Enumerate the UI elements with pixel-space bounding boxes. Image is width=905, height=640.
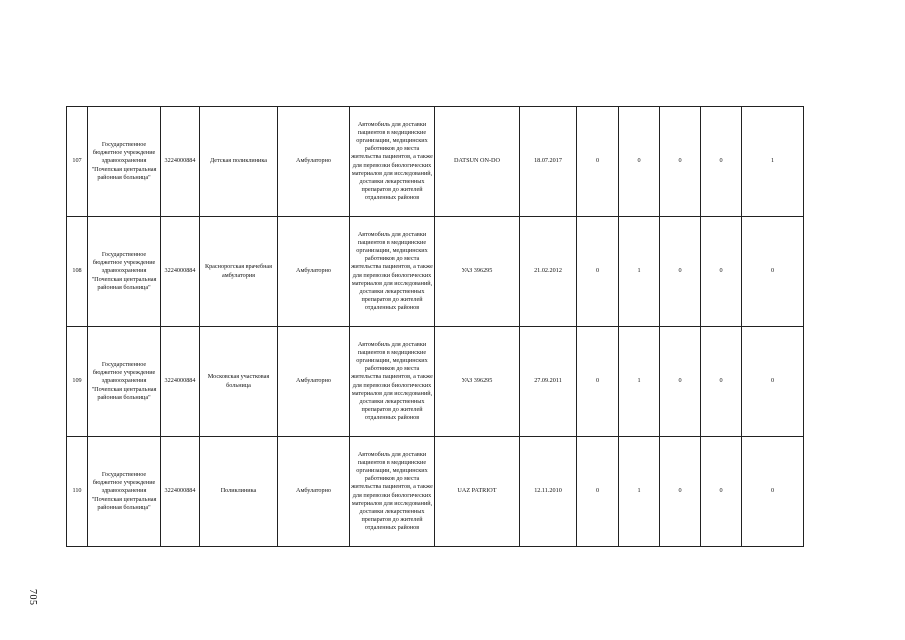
subdivision-name: Детская поликлиника bbox=[200, 107, 278, 217]
vehicle-model: DATSUN ON-DO bbox=[435, 107, 520, 217]
table-row bbox=[67, 327, 804, 437]
inn-code: 3224000884 bbox=[161, 437, 200, 547]
count-col-4: 0 bbox=[701, 437, 742, 547]
subdivision-name: Московская участковая больница bbox=[200, 327, 278, 437]
count-col-5: 0 bbox=[742, 327, 804, 437]
count-col-1: 0 bbox=[577, 217, 619, 327]
count-col-3: 0 bbox=[660, 437, 701, 547]
inn-code: 3224000884 bbox=[161, 107, 200, 217]
count-col-4: 0 bbox=[701, 107, 742, 217]
registration-date: 12.11.2010 bbox=[520, 437, 577, 547]
table-row bbox=[67, 217, 804, 327]
organization-name: Государственное бюджетное учреждение здравоохранения "Почепская центральная районная больница" bbox=[88, 327, 161, 437]
count-col-2: 1 bbox=[619, 217, 660, 327]
registration-date: 18.07.2017 bbox=[520, 107, 577, 217]
count-col-2: 0 bbox=[619, 107, 660, 217]
vehicle-purpose: Автомобиль для доставки пациентов в медицинские организации, медицинских работников до места жительства пациентов, а также для перевозки биологических материалов для исследований, доставки лекарственных препаратов до жителей отдаленных районов bbox=[350, 437, 435, 547]
count-col-3: 0 bbox=[660, 327, 701, 437]
count-col-5: 1 bbox=[742, 107, 804, 217]
care-type: Амбулаторно bbox=[278, 437, 350, 547]
page-number: 705 bbox=[27, 589, 38, 606]
row-number: 108 bbox=[67, 217, 88, 327]
count-col-4: 0 bbox=[701, 217, 742, 327]
subdivision-name: Поликлиника bbox=[200, 437, 278, 547]
subdivision-name: Краснорогская врачебная амбулатория bbox=[200, 217, 278, 327]
registration-date: 27.09.2011 bbox=[520, 327, 577, 437]
count-col-3: 0 bbox=[660, 107, 701, 217]
care-type: Амбулаторно bbox=[278, 107, 350, 217]
count-col-1: 0 bbox=[577, 107, 619, 217]
inn-code: 3224000884 bbox=[161, 217, 200, 327]
row-number: 110 bbox=[67, 437, 88, 547]
count-col-5: 0 bbox=[742, 437, 804, 547]
row-number: 109 bbox=[67, 327, 88, 437]
count-col-2: 1 bbox=[619, 327, 660, 437]
count-col-4: 0 bbox=[701, 327, 742, 437]
registration-date: 21.02.2012 bbox=[520, 217, 577, 327]
table-row bbox=[67, 437, 804, 547]
vehicle-model: UAZ PATRIOT bbox=[435, 437, 520, 547]
inn-code: 3224000884 bbox=[161, 327, 200, 437]
organization-name: Государственное бюджетное учреждение здравоохранения "Почепская центральная районная больница" bbox=[88, 107, 161, 217]
vehicle-model: УАЗ 396295 bbox=[435, 327, 520, 437]
vehicle-register-table bbox=[66, 106, 804, 547]
vehicle-model: УАЗ 396295 bbox=[435, 217, 520, 327]
row-number: 107 bbox=[67, 107, 88, 217]
count-col-5: 0 bbox=[742, 217, 804, 327]
organization-name: Государственное бюджетное учреждение здравоохранения "Почепская центральная районная больница" bbox=[88, 217, 161, 327]
table-row bbox=[67, 107, 804, 217]
count-col-2: 1 bbox=[619, 437, 660, 547]
vehicle-purpose: Автомобиль для доставки пациентов в медицинские организации, медицинских работников до места жительства пациентов, а также для перевозки биологических материалов для исследований, доставки лекарственных препаратов до жителей отдаленных районов bbox=[350, 107, 435, 217]
count-col-1: 0 bbox=[577, 437, 619, 547]
count-col-1: 0 bbox=[577, 327, 619, 437]
vehicle-purpose: Автомобиль для доставки пациентов в медицинские организации, медицинских работников до места жительства пациентов, а также для перевозки биологических материалов для исследований, доставки лекарственных препаратов до жителей отдаленных районов bbox=[350, 217, 435, 327]
count-col-3: 0 bbox=[660, 217, 701, 327]
organization-name: Государственное бюджетное учреждение здравоохранения "Почепская центральная районная больница" bbox=[88, 437, 161, 547]
care-type: Амбулаторно bbox=[278, 217, 350, 327]
care-type: Амбулаторно bbox=[278, 327, 350, 437]
vehicle-purpose: Автомобиль для доставки пациентов в медицинские организации, медицинских работников до места жительства пациентов, а также для перевозки биологических материалов для исследований, доставки лекарственных препаратов до жителей отдаленных районов bbox=[350, 327, 435, 437]
